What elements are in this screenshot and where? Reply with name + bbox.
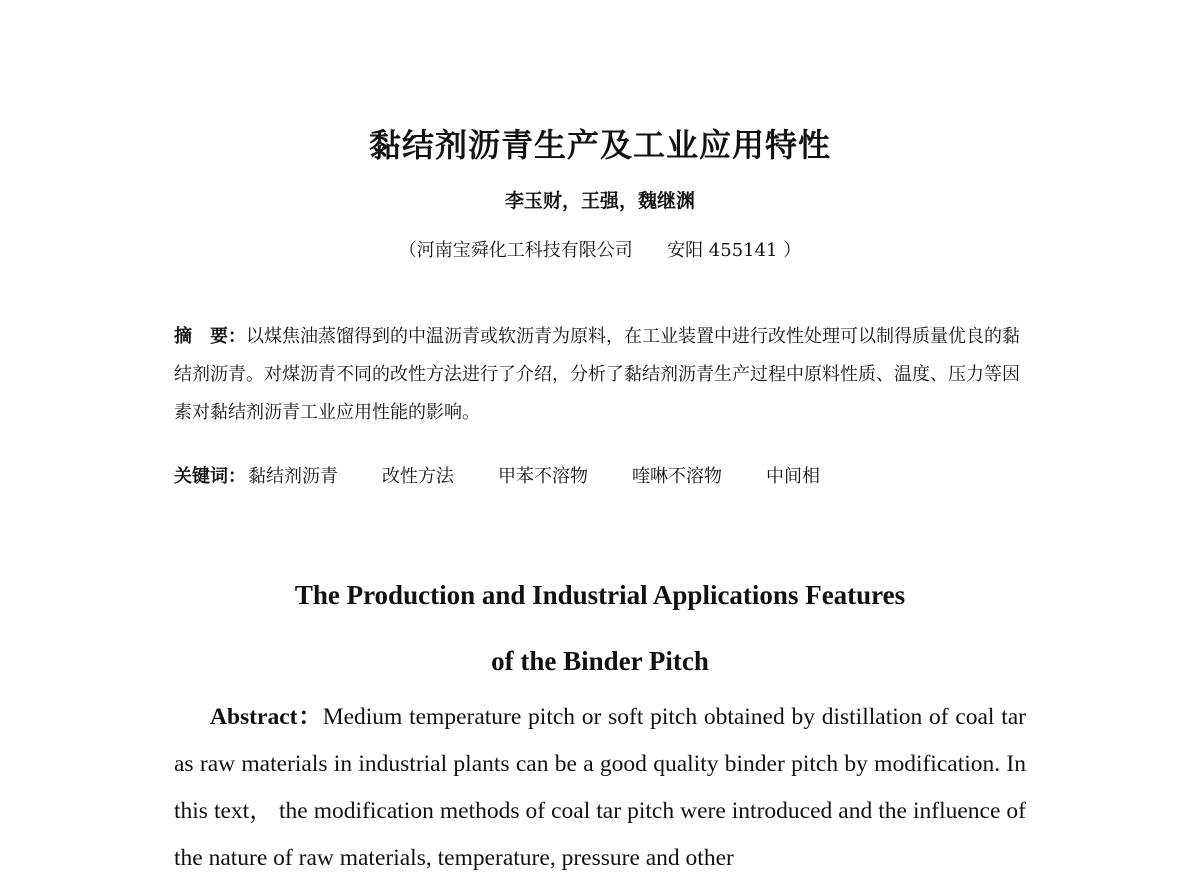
- keyword: 黏结剂沥青: [248, 466, 338, 487]
- chinese-abstract-text: 以煤焦油蒸馏得到的中温沥青或软沥青为原料，在工业装置中进行改性处理可以制得质量优良的黏结剂沥青。对煤沥青不同的改性方法进行了介绍，分析了黏结剂沥青生产过程中原料性质、温度、压力等因素对黏结剂沥青工业应用性能的影响。: [174, 326, 1020, 423]
- english-abstract-label: Abstract：: [210, 704, 323, 730]
- chinese-authors: 李玉财，王强，魏继渊: [504, 190, 695, 212]
- chinese-keywords: [174, 462, 820, 488]
- english-abstract: [174, 694, 1026, 882]
- chinese-keywords-label: 关键词：: [174, 466, 246, 487]
- chinese-affiliation: （河南宝舜化工科技有限公司 安阳 455141 ）: [398, 240, 802, 261]
- english-title-line-1: The Production and Industrial Applications Features: [294, 580, 906, 610]
- chinese-title: 黏结剂沥青生产及工业应用特性: [368, 126, 831, 164]
- keyword: 喹啉不溶物: [632, 466, 722, 487]
- chinese-abstract-label: 摘 要：: [174, 326, 246, 347]
- chinese-abstract: [174, 318, 1030, 432]
- keyword: 改性方法: [382, 466, 454, 487]
- english-abstract-text: Medium temperature pitch or soft pitch obtained by distillation of coal tar as raw materials in industrial plants can be a good quality binder pitch by modification. In this text， the modification methods of coal tar pitch were introduced and the influence of the nature of raw materials, temperature, pressure and other: [174, 704, 1026, 871]
- keyword: 甲苯不溶物: [498, 466, 588, 487]
- english-title-line-2: of the Binder Pitch: [491, 646, 709, 676]
- keyword: 中间相: [766, 466, 820, 487]
